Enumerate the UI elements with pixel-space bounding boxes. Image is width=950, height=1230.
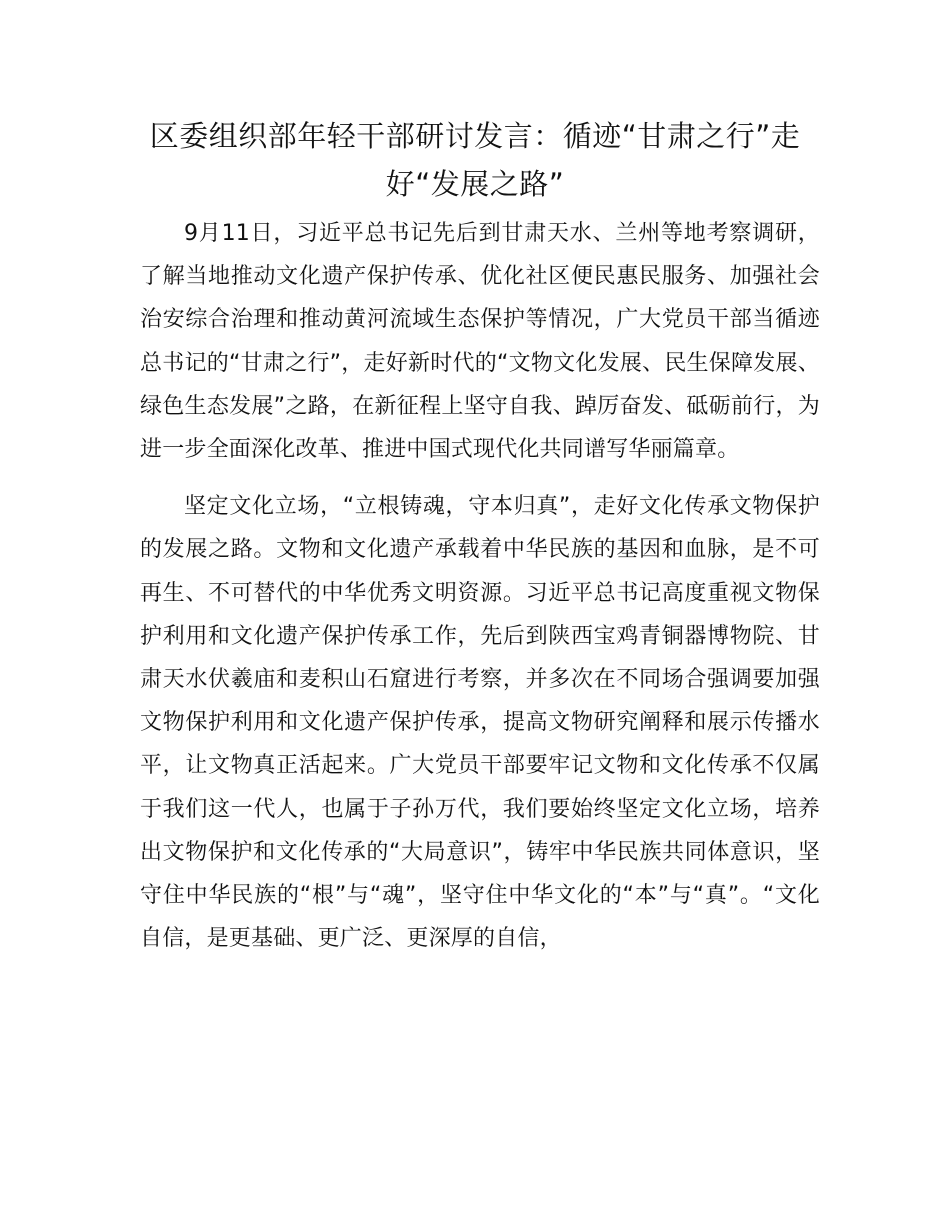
document-body	[140, 212, 820, 974]
paragraph-1: 9月11日，习近平总书记先后到甘肃天水、兰州等地考察调研，了解当地推动文化遗产保护传承、优化社区便民惠民服务、加强社会治安综合治理和推动黄河流域生态保护等情况，广大党员干部当循迹总书记的“甘肃之行”，走好新时代的“文物文化发展、民生保障发展、绿色生态发展”之路，在新征程上坚守自我、踔厉奋发、砥砺前行，为进一步全面深化改革、推进中国式现代化共同谱写华丽篇章。	[140, 221, 820, 463]
paragraph-2: 坚定文化立场，“立根铸魂，守本归真”，走好文化传承文物保护的发展之路。文物和文化遗产承载着中华民族的基因和血脉，是不可再生、不可替代的中华优秀文明资源。习近平总书记高度重视文物保护利用和文化遗产保护传承工作，先后到陕西宝鸡青铜器博物院、甘肃天水伏羲庙和麦积山石窟进行考察，并多次在不同场合强调要加强文物保护利用和文化遗产保护传承，提高文物研究阐释和展示传播水平，让文物真正活起来。广大党员干部要牢记文物和文化传承不仅属于我们这一代人，也属于子孙万代，我们要始终坚定文化立场，培养出文物保护和文化传承的“大局意识”，铸牢中华民族共同体意识，坚守住中华民族的“根”与“魂”，坚守住中华文化的“本”与“真”。“文化自信，是更基础、更广泛、更深厚的自信，	[140, 494, 820, 952]
document-title: 区委组织部年轻干部研讨发言：循迹“甘肃之行”走好“发展之路”	[149, 119, 801, 201]
